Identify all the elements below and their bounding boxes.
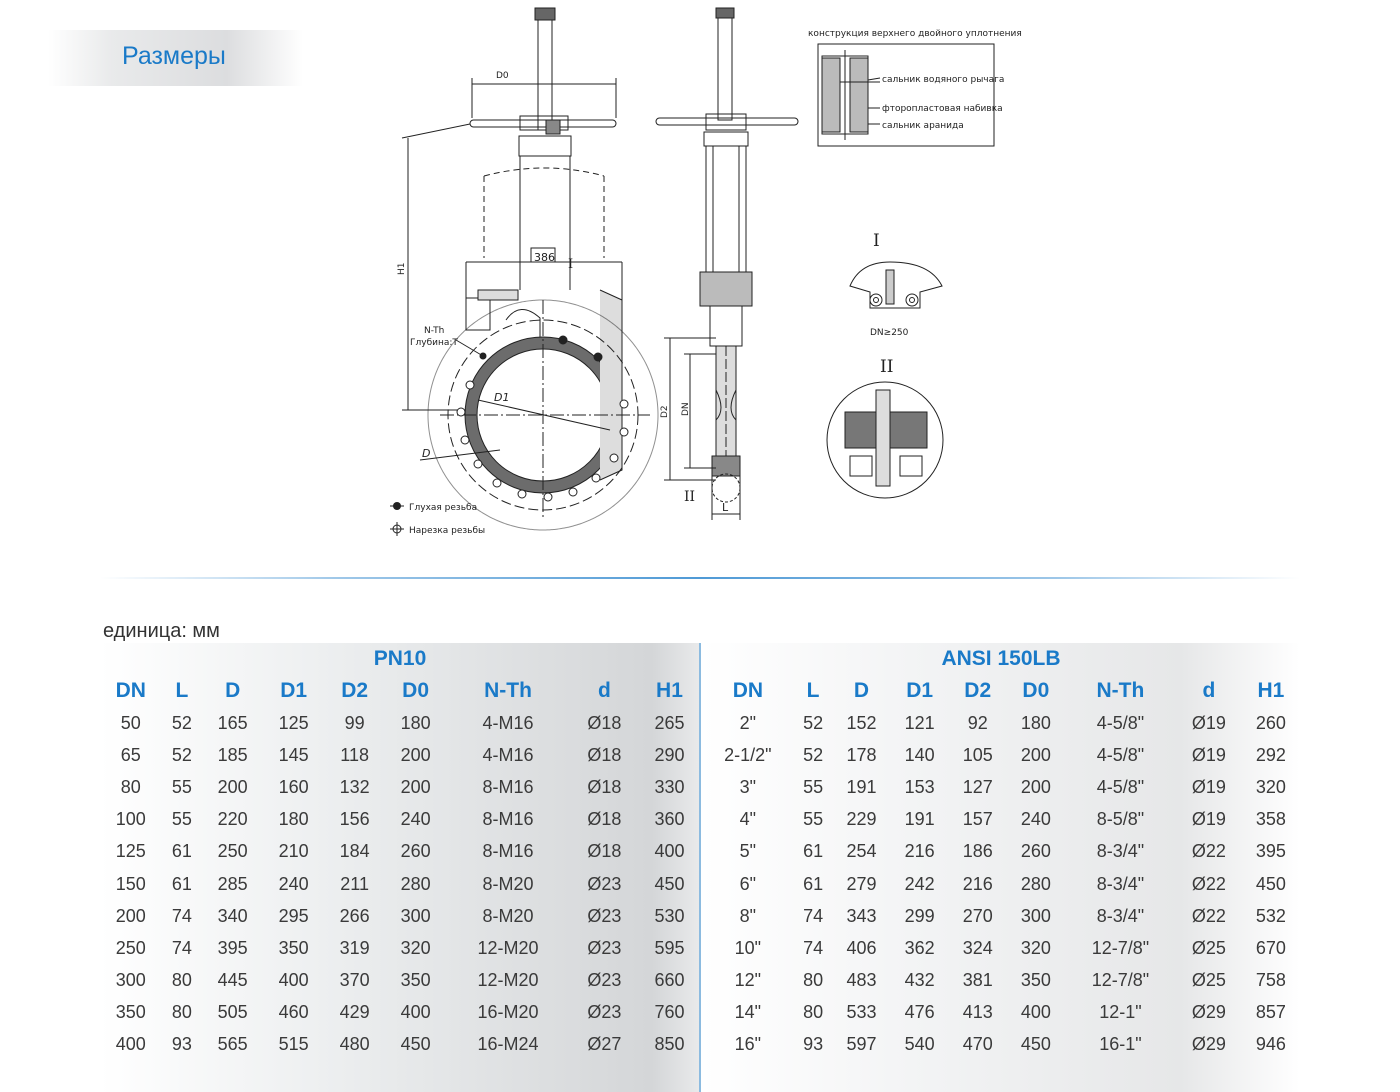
ansi-table-panel	[702, 643, 1300, 1092]
ansi-header-nth: N-Th	[1096, 679, 1145, 702]
table-cell: 400	[115, 1034, 146, 1055]
table-cell: 132	[339, 776, 370, 797]
table-cell: Ø22	[1191, 873, 1226, 894]
table-cell: 3"	[739, 776, 757, 797]
table-cell: 266	[339, 905, 370, 926]
table-cell: 350	[115, 1002, 146, 1023]
table-row	[702, 965, 1300, 997]
table-cell: 2"	[739, 712, 757, 733]
table-cell: 93	[803, 1034, 824, 1055]
table-cell: 483	[846, 970, 877, 991]
table-cell: 530	[654, 905, 685, 926]
table-cell: 80	[171, 1002, 192, 1023]
table-cell: 597	[846, 1034, 877, 1055]
table-cell: 12-7/8"	[1091, 937, 1150, 958]
table-row	[100, 771, 700, 803]
table-cell: 125	[278, 712, 309, 733]
table-cell: 200	[115, 905, 146, 926]
table-cell: 93	[171, 1034, 192, 1055]
table-cell: 350	[1020, 970, 1051, 991]
callout-i-front: I	[568, 257, 574, 272]
table-row	[702, 997, 1300, 1029]
table-cell: 240	[400, 809, 431, 830]
seal-detail-title: конструкция верхнего двойного уплотнения	[808, 29, 1022, 39]
unit-label: единица: мм	[103, 620, 220, 642]
table-row	[100, 965, 700, 997]
dim-d-label: D	[422, 447, 431, 460]
table-cell: 470	[962, 1034, 993, 1055]
table-cell: 216	[904, 841, 935, 862]
table-cell: 505	[217, 1002, 248, 1023]
table-cell: 300	[1020, 905, 1051, 926]
table-row	[702, 771, 1300, 803]
table-cell: 191	[846, 776, 877, 797]
table-row	[702, 804, 1300, 836]
table-cell: 946	[1255, 1034, 1286, 1055]
table-cell: 279	[846, 873, 877, 894]
table-cell: 260	[400, 841, 431, 862]
table-cell: 340	[217, 905, 248, 926]
table-cell: 165	[217, 712, 248, 733]
table-cell: 140	[904, 744, 935, 765]
table-cell: 229	[846, 809, 877, 830]
seal-ptfe-label: фторопластовая набивка	[882, 104, 1003, 114]
table-cell: Ø23	[587, 1002, 622, 1023]
table-cell: 200	[1020, 776, 1051, 797]
table-cell: 52	[171, 712, 192, 733]
table-separator	[699, 643, 701, 1092]
table-cell: 74	[171, 905, 192, 926]
pn10-header-d1: D1	[280, 679, 308, 702]
table-cell: 260	[1020, 841, 1051, 862]
dim-nth-label: N-Th	[424, 326, 445, 336]
table-cell: 270	[962, 905, 993, 926]
table-cell: 185	[217, 744, 248, 765]
table-cell: Ø23	[587, 905, 622, 926]
table-cell: 8-M16	[482, 841, 534, 862]
table-cell: 670	[1255, 937, 1286, 958]
table-cell: 4-5/8"	[1096, 776, 1145, 797]
table-cell: 240	[278, 873, 309, 894]
dim-depth-label: Глубина:T	[410, 338, 458, 348]
table-cell: 8-M20	[482, 905, 534, 926]
table-cell: 450	[654, 873, 685, 894]
table-cell: 4-M16	[482, 712, 534, 733]
table-cell: 216	[962, 873, 993, 894]
table-cell: 362	[904, 937, 935, 958]
table-cell: 429	[339, 1002, 370, 1023]
table-row	[702, 707, 1300, 739]
detail-ii-title: II	[880, 357, 894, 377]
table-cell: 80	[171, 970, 192, 991]
table-cell: 320	[1020, 937, 1051, 958]
table-cell: Ø23	[587, 970, 622, 991]
table-cell: 178	[846, 744, 877, 765]
table-cell: 55	[803, 809, 824, 830]
table-cell: 65	[120, 744, 141, 765]
table-cell: 12-M20	[477, 970, 539, 991]
table-cell: 4-5/8"	[1096, 712, 1145, 733]
table-cell: 395	[1255, 841, 1286, 862]
table-cell: 200	[1020, 744, 1051, 765]
dim-h1-label: H1	[397, 262, 407, 275]
table-cell: 406	[846, 937, 877, 958]
table-cell: 2-1/2"	[724, 744, 772, 765]
table-cell: Ø29	[1191, 1034, 1226, 1055]
table-cell: Ø18	[587, 841, 622, 862]
table-cell: 14"	[734, 1002, 762, 1023]
table-cell: 55	[171, 809, 192, 830]
table-cell: 319	[339, 937, 370, 958]
ansi-header-d: D	[853, 679, 870, 702]
table-cell: 61	[803, 841, 824, 862]
table-cell: 12-7/8"	[1091, 970, 1150, 991]
table-row	[100, 707, 700, 739]
table-cell: 16"	[734, 1034, 762, 1055]
table-cell: 8-3/4"	[1096, 905, 1145, 926]
table-cell: 8-5/8"	[1096, 809, 1145, 830]
table-cell: 358	[1255, 809, 1286, 830]
table-cell: Ø29	[1191, 1002, 1226, 1023]
table-cell: 153	[904, 776, 935, 797]
table-cell: 395	[217, 937, 248, 958]
table-cell: 180	[1020, 712, 1051, 733]
table-cell: 12-1"	[1099, 1002, 1142, 1023]
pn10-header-d0: D0	[402, 679, 430, 702]
table-row	[702, 836, 1300, 868]
dim-l-label: L	[722, 501, 729, 514]
table-cell: 152	[846, 712, 877, 733]
table-row	[702, 1029, 1300, 1061]
dim-dn-label: DN	[681, 402, 691, 416]
table-cell: 533	[846, 1002, 877, 1023]
table-cell: 400	[654, 841, 685, 862]
table-row	[702, 739, 1300, 771]
section-title: Размеры	[122, 42, 226, 70]
table-cell: 850	[654, 1034, 685, 1055]
table-cell: 240	[1020, 809, 1051, 830]
detail-i-title: I	[873, 231, 880, 251]
dim-d1-label: D1	[494, 391, 510, 404]
table-cell: 660	[654, 970, 685, 991]
table-cell: 758	[1255, 970, 1286, 991]
table-cell: 52	[171, 744, 192, 765]
ansi-header-d0: D0	[1022, 679, 1050, 702]
pn10-header-dn: DN	[115, 679, 146, 702]
detail-i-note: DN≥250	[870, 328, 909, 338]
pn10-title: PN10	[373, 647, 427, 670]
table-cell: 295	[278, 905, 309, 926]
ansi-title: ANSI 150LB	[941, 647, 1061, 670]
table-cell: Ø18	[587, 712, 622, 733]
table-row	[100, 997, 700, 1029]
table-cell: 180	[400, 712, 431, 733]
table-cell: 16-1"	[1099, 1034, 1142, 1055]
table-cell: 12"	[734, 970, 762, 991]
table-cell: Ø18	[587, 776, 622, 797]
ansi-header-h1: H1	[1257, 679, 1285, 702]
table-cell: 413	[962, 1002, 993, 1023]
table-cell: 145	[278, 744, 309, 765]
table-cell: 220	[217, 809, 248, 830]
table-row	[100, 1029, 700, 1061]
table-cell: 330	[654, 776, 685, 797]
table-cell: Ø18	[587, 744, 622, 765]
dim-386-label: 386	[534, 251, 555, 264]
table-cell: 540	[904, 1034, 935, 1055]
table-cell: 105	[962, 744, 993, 765]
table-cell: 74	[803, 905, 824, 926]
table-cell: 180	[278, 809, 309, 830]
table-cell: Ø25	[1191, 970, 1226, 991]
legend-cut-thread: Нарезка резьбы	[409, 526, 486, 536]
section-divider	[100, 577, 1300, 579]
seal-water-label: сальник водяного рычага	[882, 75, 1005, 85]
table-cell: 184	[339, 841, 370, 862]
table-cell: 80	[803, 970, 824, 991]
table-cell: 74	[171, 937, 192, 958]
table-cell: 12-M20	[477, 937, 539, 958]
table-cell: Ø27	[587, 1034, 622, 1055]
table-row	[100, 932, 700, 964]
table-cell: 300	[115, 970, 146, 991]
table-cell: 280	[400, 873, 431, 894]
pn10-header-nth: N-Th	[484, 679, 532, 702]
table-cell: Ø25	[1191, 937, 1226, 958]
table-cell: 260	[1255, 712, 1286, 733]
table-cell: 10"	[734, 937, 762, 958]
table-cell: 280	[1020, 873, 1051, 894]
table-cell: 99	[344, 712, 365, 733]
table-cell: 515	[278, 1034, 309, 1055]
table-cell: 300	[400, 905, 431, 926]
table-cell: 50	[120, 712, 141, 733]
ansi-header-d2: D2	[964, 679, 992, 702]
table-cell: 400	[400, 1002, 431, 1023]
table-cell: 125	[115, 841, 146, 862]
table-cell: 343	[846, 905, 877, 926]
table-cell: 8-M20	[482, 873, 534, 894]
table-cell: 5"	[739, 841, 757, 862]
table-cell: 565	[217, 1034, 248, 1055]
pn10-header-d: d	[598, 679, 611, 702]
table-cell: 8-3/4"	[1096, 841, 1145, 862]
table-cell: 80	[803, 1002, 824, 1023]
table-cell: 4"	[739, 809, 757, 830]
table-cell: Ø19	[1191, 809, 1226, 830]
table-cell: 61	[171, 873, 192, 894]
table-cell: 118	[340, 744, 369, 765]
table-cell: 285	[217, 873, 248, 894]
table-cell: 432	[904, 970, 935, 991]
table-cell: 127	[962, 776, 993, 797]
table-cell: 254	[846, 841, 877, 862]
dim-d2-label: D2	[660, 405, 670, 418]
table-cell: 480	[339, 1034, 370, 1055]
table-cell: 760	[654, 1002, 685, 1023]
dim-d0-label: D0	[496, 71, 509, 81]
pn10-header-l: L	[175, 679, 189, 702]
table-cell: Ø23	[587, 937, 622, 958]
table-cell: 121	[904, 712, 935, 733]
ansi-table	[702, 643, 1300, 1061]
table-cell: 74	[803, 937, 824, 958]
table-cell: 265	[654, 712, 685, 733]
pn10-header-h1: H1	[656, 679, 683, 702]
table-cell: 8-M16	[482, 809, 534, 830]
table-cell: 191	[904, 809, 935, 830]
table-row	[100, 739, 700, 771]
table-cell: 8"	[739, 905, 757, 926]
table-cell: 6"	[739, 873, 757, 894]
table-cell: 595	[654, 937, 685, 958]
table-cell: Ø19	[1191, 744, 1226, 765]
table-cell: 445	[217, 970, 248, 991]
table-cell: 200	[217, 776, 248, 797]
table-row	[100, 900, 700, 932]
table-cell: 320	[400, 937, 431, 958]
table-row	[100, 804, 700, 836]
ansi-header-l: L	[806, 679, 820, 702]
table-cell: Ø23	[587, 873, 622, 894]
table-cell: Ø19	[1191, 776, 1226, 797]
table-cell: 350	[278, 937, 309, 958]
ansi-header-dn: DN	[732, 679, 764, 702]
table-cell: 381	[962, 970, 993, 991]
table-cell: Ø19	[1191, 712, 1226, 733]
table-cell: 450	[1255, 873, 1286, 894]
legend-blind-thread: Глухая резьба	[409, 503, 478, 513]
table-cell: Ø22	[1191, 905, 1226, 926]
table-row	[100, 836, 700, 868]
table-cell: 157	[962, 809, 993, 830]
table-cell: 16-M20	[477, 1002, 539, 1023]
table-cell: 156	[339, 809, 370, 830]
pn10-table	[100, 643, 700, 1061]
table-cell: 320	[1255, 776, 1286, 797]
table-cell: Ø18	[587, 809, 622, 830]
table-cell: 4-M16	[482, 744, 534, 765]
table-cell: 211	[340, 873, 369, 894]
table-cell: 290	[654, 744, 685, 765]
table-cell: 250	[217, 841, 248, 862]
table-row	[702, 868, 1300, 900]
ansi-header-d1: D1	[906, 679, 934, 702]
table-cell: 4-5/8"	[1096, 744, 1145, 765]
pn10-header-d: D	[225, 679, 241, 702]
table-row	[702, 900, 1300, 932]
table-cell: 400	[278, 970, 309, 991]
table-cell: 299	[904, 905, 935, 926]
table-cell: 55	[803, 776, 824, 797]
table-cell: 370	[339, 970, 370, 991]
table-cell: 160	[278, 776, 309, 797]
table-cell: 55	[171, 776, 192, 797]
table-cell: 292	[1255, 744, 1286, 765]
callout-ii-side: II	[684, 489, 696, 505]
table-cell: 200	[400, 744, 431, 765]
table-cell: 186	[962, 841, 993, 862]
table-cell: 450	[400, 1034, 431, 1055]
ansi-header-d: d	[1202, 679, 1216, 702]
table-cell: 242	[904, 873, 935, 894]
table-cell: 460	[278, 1002, 309, 1023]
table-cell: 52	[803, 712, 824, 733]
table-cell: 8-M16	[482, 776, 534, 797]
table-cell: 61	[171, 841, 192, 862]
table-cell: 324	[962, 937, 993, 958]
table-cell: 532	[1255, 905, 1286, 926]
seal-aramid-label: сальник аранида	[882, 121, 964, 131]
table-cell: 150	[115, 873, 146, 894]
table-cell: 80	[120, 776, 141, 797]
table-cell: 92	[967, 712, 988, 733]
pn10-header-d2: D2	[341, 679, 369, 702]
table-cell: 360	[654, 809, 685, 830]
table-cell: 200	[400, 776, 431, 797]
table-row	[702, 932, 1300, 964]
pn10-table-panel	[100, 643, 700, 1092]
table-cell: 476	[904, 1002, 935, 1023]
table-cell: 857	[1255, 1002, 1286, 1023]
table-cell: 250	[115, 937, 146, 958]
table-cell: 52	[803, 744, 824, 765]
table-cell: 100	[115, 809, 146, 830]
table-cell: 16-M24	[477, 1034, 539, 1055]
table-cell: 61	[803, 873, 824, 894]
table-row	[100, 868, 700, 900]
table-cell: 400	[1020, 1002, 1051, 1023]
table-cell: 350	[400, 970, 431, 991]
table-cell: 210	[278, 841, 309, 862]
table-cell: 8-3/4"	[1096, 873, 1145, 894]
table-cell: Ø22	[1191, 841, 1226, 862]
table-cell: 450	[1020, 1034, 1051, 1055]
